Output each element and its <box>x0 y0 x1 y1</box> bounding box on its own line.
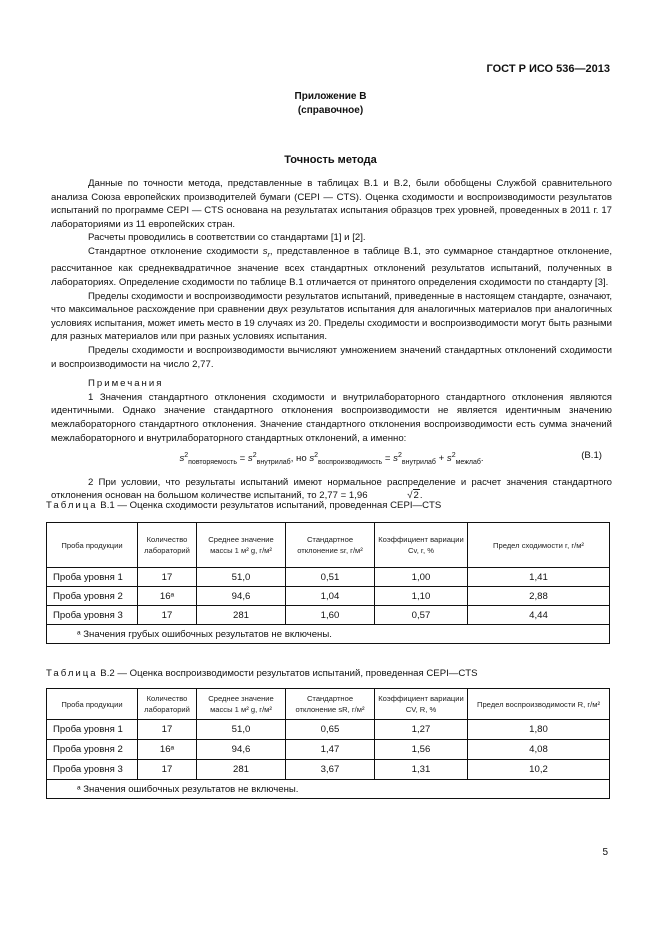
cell: 281 <box>197 760 286 780</box>
cell: 0,57 <box>375 606 468 625</box>
appendix-title: Приложение В <box>294 91 367 102</box>
table-footnote-row <box>47 780 610 799</box>
table-footnote: ᵃ Значения грубых ошибочных результатов не включены. <box>47 625 610 644</box>
cell: Проба уровня 2 <box>47 587 138 606</box>
paragraph-text: , представленное в таблице В.1, это суммарное стандартное отклонение, рассчитанное как среднеквадратичное значение всех стандартных отклонений результатов испытаний, полученных в лабораториях. Определение сходимости по таблице В.1 отличается от принятого определения сходимости по стандарту [3]. <box>51 245 612 289</box>
cell: Проба уровня 3 <box>47 606 138 625</box>
cell: 16ᵃ <box>138 587 197 606</box>
table1-caption: Таблица В.1 — Оценка сходимости результатов испытаний, проведенная CEPI—CTS <box>46 500 442 511</box>
cell: 94,6 <box>197 740 286 760</box>
cell: Проба уровня 1 <box>47 568 138 587</box>
formula-b1: $s^2_{повторяемость} = s^2_{внутрилаб}$, но $s^2_{воспроизводимость} = s^2_{внутрилаб} + s^2_{межлаб}$. (B.1) <box>179 450 602 467</box>
cell: 1,00 <box>375 568 468 587</box>
cell: 1,27 <box>375 720 468 740</box>
column-header: Проба продукции <box>47 689 138 720</box>
table-header-row <box>47 523 610 568</box>
cell: 1,56 <box>375 740 468 760</box>
cell: Проба уровня 2 <box>47 740 138 760</box>
table-row <box>47 760 610 780</box>
cell: 1,10 <box>375 587 468 606</box>
column-header: Предел воспроизводимости R, г/м² <box>468 689 610 720</box>
cell: 1,31 <box>375 760 468 780</box>
paragraph: Пределы сходимости и воспроизводимости результатов испытаний, приведенные в настоящем стандарте, означают, что максимальное расхождение при сравнении двух результатов испытания для аналогичных материалов при аналогичных условиях испытания, может иметь место в 19 случаях из 20. Пределы сходимости и воспроизводимости могут быть разными для разных материалов или при разных условиях испытания. <box>51 290 612 343</box>
cell: 17 <box>138 720 197 740</box>
cell: 51,0 <box>197 720 286 740</box>
table-row <box>47 606 610 625</box>
sqrt-symbol: √2 <box>407 490 419 502</box>
column-header: Предел сходимости r, г/м² <box>468 523 610 568</box>
table-footnote-row <box>47 625 610 644</box>
column-header: Количество лабораторий <box>138 523 197 568</box>
table-row <box>47 720 610 740</box>
appendix-subtitle: (справочное) <box>297 105 364 116</box>
table-row <box>47 568 610 587</box>
column-header: Среднее значение массы 1 м² g, г/м² <box>197 523 286 568</box>
note-2: 2 При условии, что результаты испытаний имеют нормальное распределение и расчет значения стандартного отклонения основан на большом количестве испытаний, то 2,77 = 1,96 √2. <box>51 476 612 502</box>
cell: 94,6 <box>197 587 286 606</box>
paragraph: Стандартное отклонение сходимости $s_r$, представленное в таблице В.1, это суммарное стандартное отклонение, рассчитанное как среднеквадратичное значение всех стандартных отклонений результатов испытаний, полученных в лабораториях. Определение сходимости по таблице В.1 отличается от принятого определения сходимости по стандарту [3]. <box>51 245 612 289</box>
cell: 3,67 <box>286 760 375 780</box>
column-header: Коэффициент вариации CV, R, % <box>375 689 468 720</box>
paragraph: Данные по точности метода, представленные в таблицах В.1 и В.2, были обобщены Службой сравнительного анализа Союза европейских производителей бумаги (CEPI — CTS). Оценка сходимости и воспроизводимости результатов испытаний по программе CEPI — CTS основана на результатах испытания образцов трех уровней, проведенных в 2011 г. 17 лабораториями из 11 европейских стран. <box>51 178 612 230</box>
cell: 16ᵃ <box>138 740 197 760</box>
notes-title: Примечания <box>88 378 164 390</box>
cell: 4,44 <box>468 606 610 625</box>
cell: 1,47 <box>286 740 375 760</box>
formula-number: (B.1) <box>581 450 602 462</box>
body-text <box>51 177 612 503</box>
page-number: 5 <box>602 847 608 858</box>
table-row <box>47 587 610 606</box>
table-header-row <box>47 689 610 720</box>
cell: 1,80 <box>468 720 610 740</box>
cell: 17 <box>138 760 197 780</box>
cell: 1,41 <box>468 568 610 587</box>
column-header: Стандартное отклонение sR, г/м² <box>286 689 375 720</box>
cell: 1,60 <box>286 606 375 625</box>
paragraph-text: Стандартное отклонение сходимости <box>88 245 259 257</box>
section-title: Точность метода <box>284 154 377 166</box>
column-header: Количество лабораторий <box>138 689 197 720</box>
cell: 0,65 <box>286 720 375 740</box>
table-footnote: ᵃ Значения ошибочных результатов не включены. <box>47 780 610 799</box>
cell: 17 <box>138 568 197 587</box>
cell: Проба уровня 1 <box>47 720 138 740</box>
cell: 51,0 <box>197 568 286 587</box>
table-b1 <box>46 522 610 644</box>
document-id: ГОСТ Р ИСО 536—2013 <box>486 63 610 75</box>
note-1: 1 Значения стандартного отклонения сходимости и внутрилабораторного стандартного отклонения являются идентичными. Однако значение стандартного отклонения воспроизводимости не является идентичным значению межлабораторного стандартного отклонения. Значение стандартного отклонения воспроизводимости есть сумма значений межлабораторного и внутрилабораторного стандартных отклонений, а именно: <box>51 391 612 444</box>
cell: 281 <box>197 606 286 625</box>
table-b2 <box>46 688 610 799</box>
paragraph: Пределы сходимости и воспроизводимости вычисляют умножением значений стандартных отклонений сходимости и воспроизводимости на число 2,77. <box>51 345 612 370</box>
column-header: Стандартное отклонение sr, г/м² <box>286 523 375 568</box>
cell: Проба уровня 3 <box>47 760 138 780</box>
table2-caption: Таблица В.2 — Оценка воспроизводимости результатов испытаний, проведенная CEPI—CTS <box>46 668 478 679</box>
column-header: Коэффициент вариации Cv, r, % <box>375 523 468 568</box>
cell: 17 <box>138 606 197 625</box>
column-header: Среднее значение массы 1 м² g, г/м² <box>197 689 286 720</box>
column-header: Проба продукции <box>47 523 138 568</box>
cell: 1,04 <box>286 587 375 606</box>
cell: 2,88 <box>468 587 610 606</box>
cell: 0,51 <box>286 568 375 587</box>
cell: 4,08 <box>468 740 610 760</box>
table-row <box>47 740 610 760</box>
paragraph: Расчеты проводились в соответствии со стандартами [1] и [2]. <box>88 232 366 244</box>
cell: 10,2 <box>468 760 610 780</box>
